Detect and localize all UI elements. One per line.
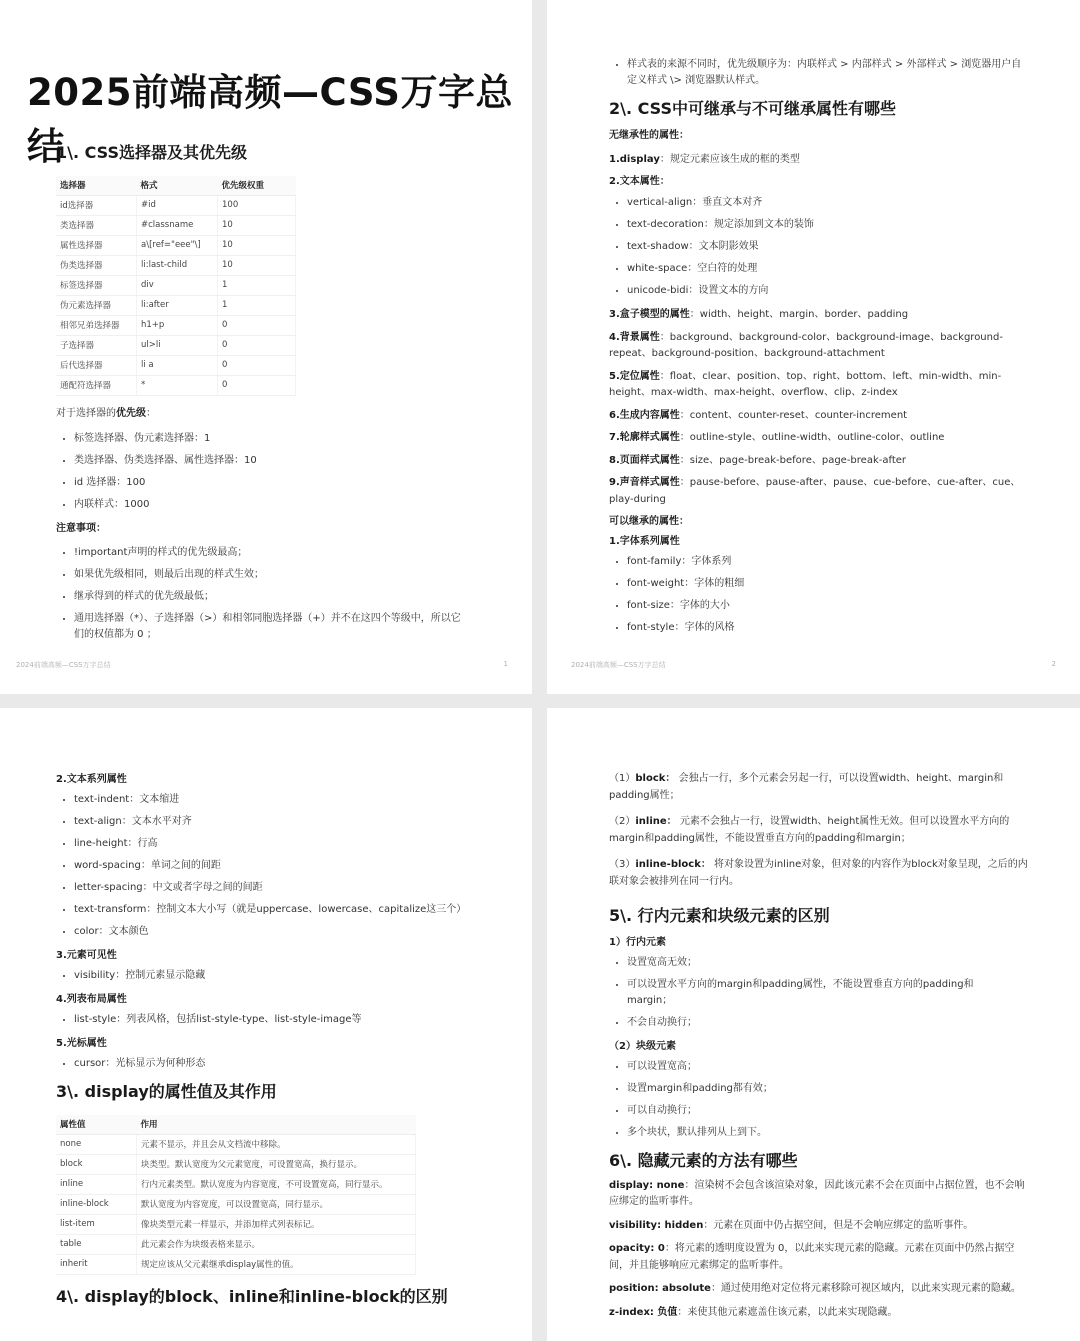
hide-method-key: visibility: hidden bbox=[609, 1219, 704, 1231]
list-item: • 可以设置宽高； bbox=[627, 1059, 1028, 1075]
pagefmt-attr bbox=[609, 453, 1028, 470]
page-number: 2 bbox=[1051, 660, 1056, 668]
footer-text: 2024前端高频—CSS万字总结 bbox=[571, 661, 666, 669]
list-item: • font-weight：字体的粗细 bbox=[627, 576, 1028, 592]
table-cell: 10 bbox=[218, 235, 296, 255]
box-attr-label: 3.盒子模型的属性 bbox=[609, 309, 690, 321]
table-row bbox=[56, 255, 296, 275]
hide-methods-list bbox=[609, 1178, 1028, 1322]
list-layout-list bbox=[56, 1012, 504, 1028]
section-1-heading: 1\. CSS选择器及其优先级 bbox=[56, 143, 247, 162]
sound-attr bbox=[609, 475, 1028, 508]
list-item: • 继承得到的样式的优先级最低； bbox=[74, 589, 464, 605]
list-item: • 标签选择器、伪元素选择器：1 bbox=[74, 431, 504, 447]
sound-attr-text: ：pause-before、pause-after、pause、cue-before、cue-after、cue、play-during bbox=[609, 477, 1021, 505]
priority-intro-bold: 优先级 bbox=[116, 407, 146, 419]
table-cell: 行内元素类型。默认宽度为内容宽度，不可设置宽高，同行显示。 bbox=[137, 1174, 416, 1194]
page2-content bbox=[609, 57, 1028, 644]
document-title: 2025前端高频—CSS万字总结 bbox=[27, 71, 513, 168]
list-item: • text-indent：文本缩进 bbox=[74, 792, 464, 808]
table-header-cell: 作用 bbox=[137, 1115, 416, 1135]
inline-desc-text: 元素不会独占一行，设置width、height属性无效。但可以设置水平方向的margin和padding属性，不能设置垂直方向的padding和margin； bbox=[609, 816, 1010, 844]
block-desc-text: 会独占一行，多个元素会另起一行，可以设置width、height、margin和padding属性； bbox=[609, 773, 1004, 801]
list-item: • text-align：文本水平对齐 bbox=[74, 814, 464, 830]
list-item: • text-shadow：文本阴影效果 bbox=[627, 239, 1028, 255]
list-item: • text-decoration：规定添加到文本的装饰 bbox=[627, 217, 1028, 233]
pos-attr bbox=[609, 369, 1028, 402]
notes-label: 注意事项： bbox=[56, 523, 106, 535]
list-item: • font-family：字体系列 bbox=[627, 554, 1028, 570]
hide-method-item bbox=[609, 1281, 1028, 1298]
list-item: • 不会自动换行； bbox=[627, 1015, 998, 1031]
visible-list bbox=[56, 968, 504, 984]
text-series-label: 2.文本系列属性 bbox=[56, 774, 127, 785]
cursor-list bbox=[56, 1056, 504, 1072]
table-cell: li a bbox=[137, 355, 218, 375]
inline-element-label: 1）行内元素 bbox=[609, 936, 666, 948]
sound-attr-label: 9.声音样式属性 bbox=[609, 477, 680, 489]
selector-priority-table bbox=[56, 176, 296, 396]
list-item: • 类选择器、伪类选择器、属性选择器：10 bbox=[74, 453, 504, 469]
display-attr-label: 1.display bbox=[609, 153, 660, 165]
table-cell: #id bbox=[137, 195, 218, 215]
table-cell: #classname bbox=[137, 215, 218, 235]
outline-attr bbox=[609, 430, 1028, 447]
section-2-heading: 2\. CSS中可继承与不可继承属性有哪些 bbox=[609, 99, 896, 118]
gen-attr bbox=[609, 408, 1028, 425]
list-item: • 可以设置水平方向的margin和padding属性，不能设置垂直方向的padding和margin； bbox=[627, 977, 998, 1009]
table-row bbox=[56, 275, 296, 295]
inline-block-desc bbox=[609, 857, 1028, 890]
gen-attr-label: 6.生成内容属性 bbox=[609, 409, 680, 421]
priority-intro-colon: ： bbox=[146, 407, 156, 419]
table-cell: 规定应该从父元素继承display属性的值。 bbox=[137, 1254, 416, 1274]
table-row bbox=[56, 195, 296, 215]
pos-attr-text: ：float、clear、position、top、right、bottom、left、min-width、min-height、max-width、max-height、overflow、clip、z-index bbox=[609, 370, 1002, 399]
font-attr-label: 1.字体系列属性 bbox=[609, 536, 680, 548]
table-cell: 默认宽度为内容宽度，可以设置宽高，同行显示。 bbox=[137, 1194, 416, 1214]
table-cell: 100 bbox=[218, 195, 296, 215]
list-item: • id 选择器：100 bbox=[74, 475, 504, 491]
hide-method-item bbox=[609, 1178, 1028, 1211]
table-cell: 相邻兄弟选择器 bbox=[56, 315, 137, 335]
list-item: • font-size：字体的大小 bbox=[627, 598, 1028, 614]
list-item: • 如果优先级相同，则最后出现的样式生效； bbox=[74, 567, 464, 583]
list-item: • 设置margin和padding都有效； bbox=[627, 1081, 1028, 1097]
table-row bbox=[56, 1134, 416, 1154]
ib-desc-prefix: （3） bbox=[609, 859, 636, 870]
table-header-cell: 选择器 bbox=[56, 176, 137, 196]
notes-list bbox=[56, 545, 464, 643]
table-cell: 子选择器 bbox=[56, 335, 137, 355]
table-cell: 元素不显示，并且会从文档流中移除。 bbox=[137, 1134, 416, 1154]
hide-method-key: display: none bbox=[609, 1179, 685, 1191]
box-attr bbox=[609, 307, 1028, 324]
document-page-3 bbox=[0, 708, 532, 1341]
section-5-heading: 5\. 行内元素和块级元素的区别 bbox=[609, 906, 830, 925]
table-row bbox=[56, 1214, 416, 1234]
outline-attr-label: 7.轮廓样式属性 bbox=[609, 432, 680, 444]
font-attr-list bbox=[609, 554, 1028, 636]
page-number: 1 bbox=[503, 660, 508, 668]
priority-intro bbox=[56, 406, 504, 423]
table-cell: 此元素会作为块级表格来显示。 bbox=[137, 1234, 416, 1254]
list-item: • 样式表的来源不同时，优先级顺序为：内联样式 > 内部样式 > 外部样式 > 浏览器用户自定义样式 \> 浏览器默认样式。 bbox=[627, 57, 1028, 89]
list-item: • white-space：空白符的处理 bbox=[627, 261, 1028, 277]
pagefmt-attr-text: ：size、page-break-before、page-break-after bbox=[679, 454, 907, 466]
footer-text: 2024前端高频—CSS万字总结 bbox=[16, 661, 111, 669]
table-cell: 标签选择器 bbox=[56, 275, 137, 295]
source-order-list bbox=[609, 57, 1028, 89]
table-cell: * bbox=[137, 375, 218, 395]
bg-attr-text: ：background、background-color、background-image、background-repeat、background-position、background-attachment bbox=[609, 331, 1003, 360]
table-cell: a\[ref="eee"\] bbox=[137, 235, 218, 255]
table-cell: 0 bbox=[218, 335, 296, 355]
display-table-body bbox=[56, 1134, 416, 1274]
table-row bbox=[56, 375, 296, 395]
list-item: • 设置宽高无效； bbox=[627, 955, 998, 971]
list-item: • word-spacing：单词之间的间距 bbox=[74, 858, 464, 874]
table-cell: none bbox=[56, 1134, 137, 1154]
table-cell: 像块类型元素一样显示，并添加样式列表标记。 bbox=[137, 1214, 416, 1234]
pos-attr-label: 5.定位属性 bbox=[609, 370, 660, 382]
table-cell: block bbox=[56, 1154, 137, 1174]
table-cell: 类选择器 bbox=[56, 215, 137, 235]
table-row bbox=[56, 1174, 416, 1194]
list-item: • text-transform：控制文本大小写（就是uppercase、lowercase、capitalize这三个） bbox=[74, 902, 464, 918]
ib-desc-bold: inline-block： bbox=[635, 859, 711, 870]
section-6-heading: 6\. 隐藏元素的方法有哪些 bbox=[609, 1150, 798, 1170]
hide-method-key: opacity: 0 bbox=[609, 1243, 665, 1255]
table-row bbox=[56, 355, 296, 375]
visible-label: 3.元素可见性 bbox=[56, 950, 117, 961]
list-item: • color：文本颜色 bbox=[74, 924, 464, 940]
pagefmt-attr-label: 8.页面样式属性 bbox=[609, 454, 680, 466]
table-row bbox=[56, 235, 296, 255]
table-cell: ul>li bbox=[137, 335, 218, 355]
list-item: • list-style：列表风格，包括list-style-type、list-style-image等 bbox=[74, 1012, 504, 1028]
table-cell: 1 bbox=[218, 275, 296, 295]
priority-intro-text: 对于选择器的 bbox=[56, 407, 116, 419]
table-cell: h1+p bbox=[137, 315, 218, 335]
table-cell: 属性选择器 bbox=[56, 235, 137, 255]
table-cell: 伪类选择器 bbox=[56, 255, 137, 275]
inline-desc bbox=[609, 814, 1028, 847]
table-cell: div bbox=[137, 275, 218, 295]
list-item: • letter-spacing：中文或者字母之间的间距 bbox=[74, 880, 464, 896]
table-cell: table bbox=[56, 1234, 137, 1254]
hide-method-key: z-index: 负值 bbox=[609, 1306, 678, 1318]
inherit-label: 可以继承的属性： bbox=[609, 516, 689, 528]
hide-method-text: ：渲染树不会包含该渲染对象，因此该元素不会在页面中占据位置，也不会响应绑定的监听事件。 bbox=[609, 1179, 1025, 1208]
table-cell: list-item bbox=[56, 1214, 137, 1234]
list-item: • 多个块状，默认排列从上到下。 bbox=[627, 1125, 1028, 1141]
non-inherit-label: 无继承性的属性： bbox=[609, 129, 689, 141]
table-cell: 0 bbox=[218, 355, 296, 375]
table-row bbox=[56, 1154, 416, 1174]
ib-desc-text: 将对象设置为inline对象，但对象的内容作为block对象呈现，之后的内联对象会被排列在同一行内。 bbox=[609, 859, 1028, 887]
display-attr-text: ：规定元素应该生成的框的类型 bbox=[659, 153, 800, 165]
table-header-cell: 格式 bbox=[137, 176, 218, 196]
list-item: • 通用选择器（*）、子选择器（>）和相邻同胞选择器（+）并不在这四个等级中，所以它们的权值都为 0 ； bbox=[74, 611, 464, 643]
display-values-table bbox=[56, 1115, 416, 1275]
hide-method-text: ：元素在页面中仍占据空间，但是不会响应绑定的监听事件。 bbox=[703, 1219, 974, 1231]
table-header-row bbox=[56, 176, 296, 196]
page1-content bbox=[56, 143, 504, 651]
table-row bbox=[56, 1254, 416, 1274]
table-cell: inherit bbox=[56, 1254, 137, 1274]
text-attr-list bbox=[609, 195, 1028, 299]
document-page-1 bbox=[0, 0, 532, 694]
hide-method-key: position: absolute bbox=[609, 1283, 711, 1295]
cursor-label: 5.光标属性 bbox=[56, 1038, 107, 1049]
list-item: • visibility：控制元素显示隐藏 bbox=[74, 968, 504, 984]
list-item: • !important声明的样式的优先级最高； bbox=[74, 545, 464, 561]
list-item: • vertical-align：垂直文本对齐 bbox=[627, 195, 1028, 211]
page3-content bbox=[56, 772, 504, 1320]
bg-attr bbox=[609, 330, 1028, 363]
hide-method-item bbox=[609, 1241, 1028, 1274]
table-row bbox=[56, 1194, 416, 1214]
inline-desc-prefix: （2） bbox=[609, 816, 636, 827]
table-cell: 后代选择器 bbox=[56, 355, 137, 375]
table-row bbox=[56, 335, 296, 355]
table-cell: id选择器 bbox=[56, 195, 137, 215]
section-3-heading: 3\. display的属性值及其作用 bbox=[56, 1082, 277, 1101]
page4-content bbox=[609, 771, 1028, 1328]
page-footer bbox=[16, 660, 508, 670]
table-row bbox=[56, 295, 296, 315]
table-row bbox=[56, 215, 296, 235]
block-desc-bold: block： bbox=[635, 773, 676, 784]
text-series-list bbox=[56, 792, 467, 940]
bg-attr-label: 4.背景属性 bbox=[609, 331, 660, 343]
table-cell: 1 bbox=[218, 295, 296, 315]
document-page-4 bbox=[547, 708, 1080, 1341]
table-cell: 10 bbox=[218, 255, 296, 275]
hide-method-text: ：来使其他元素遮盖住该元素，以此来实现隐藏。 bbox=[677, 1306, 898, 1318]
block-desc-prefix: （1） bbox=[609, 773, 636, 784]
list-layout-label: 4.列表布局属性 bbox=[56, 994, 127, 1005]
table-cell: 块类型。默认宽度为父元素宽度，可设置宽高，换行显示。 bbox=[137, 1154, 416, 1174]
table-header-row bbox=[56, 1115, 416, 1135]
display-attr bbox=[609, 152, 1028, 169]
text-attr-label: 2.文本属性： bbox=[609, 176, 670, 188]
hide-method-item bbox=[609, 1218, 1028, 1235]
table-header-cell: 属性值 bbox=[56, 1115, 137, 1135]
table-cell: 0 bbox=[218, 375, 296, 395]
selector-table-body bbox=[56, 195, 296, 395]
block-element-label: （2）块级元素 bbox=[609, 1040, 676, 1052]
list-item: • 可以自动换行； bbox=[627, 1103, 1028, 1119]
box-attr-text: ：width、height、margin、border、padding bbox=[689, 309, 909, 321]
block-desc bbox=[609, 771, 1028, 804]
block-element-list bbox=[609, 1059, 1028, 1141]
document-page-2 bbox=[547, 0, 1080, 694]
hide-method-text: ：通过使用绝对定位将元素移除可视区域内，以此来实现元素的隐藏。 bbox=[710, 1283, 1021, 1295]
hide-method-item bbox=[609, 1305, 1028, 1322]
priority-list bbox=[56, 431, 504, 513]
table-row bbox=[56, 315, 296, 335]
section-4-heading: 4\. display的block、inline和inline-block的区别 bbox=[56, 1286, 448, 1306]
table-cell: 通配符选择器 bbox=[56, 375, 137, 395]
gen-attr-text: ：content、counter-reset、counter-increment bbox=[679, 409, 908, 421]
table-cell: li:after bbox=[137, 295, 218, 315]
list-item: • line-height：行高 bbox=[74, 836, 464, 852]
list-item: • unicode-bidi：设置文本的方向 bbox=[627, 283, 1028, 299]
table-cell: inline-block bbox=[56, 1194, 137, 1214]
inline-element-list bbox=[609, 955, 998, 1031]
page-footer bbox=[571, 660, 1056, 670]
hide-method-text: ：将元素的透明度设置为 0，以此来实现元素的隐藏。元素在页面中仍然占据空间，并且能够响应元素绑定的监听事件。 bbox=[609, 1243, 1015, 1271]
table-row bbox=[56, 1234, 416, 1254]
outline-attr-text: ：outline-style、outline-width、outline-color、outline bbox=[679, 432, 945, 444]
table-cell: 10 bbox=[218, 215, 296, 235]
table-cell: inline bbox=[56, 1174, 137, 1194]
table-header-cell: 优先级权重 bbox=[218, 176, 296, 196]
list-item: • cursor：光标显示为何种形态 bbox=[74, 1056, 504, 1072]
list-item: • font-style：字体的风格 bbox=[627, 620, 1028, 636]
table-cell: 0 bbox=[218, 315, 296, 335]
table-cell: 伪元素选择器 bbox=[56, 295, 137, 315]
table-cell: li:last-child bbox=[137, 255, 218, 275]
list-item: • 内联样式：1000 bbox=[74, 497, 504, 513]
inline-desc-bold: inline： bbox=[635, 816, 677, 827]
